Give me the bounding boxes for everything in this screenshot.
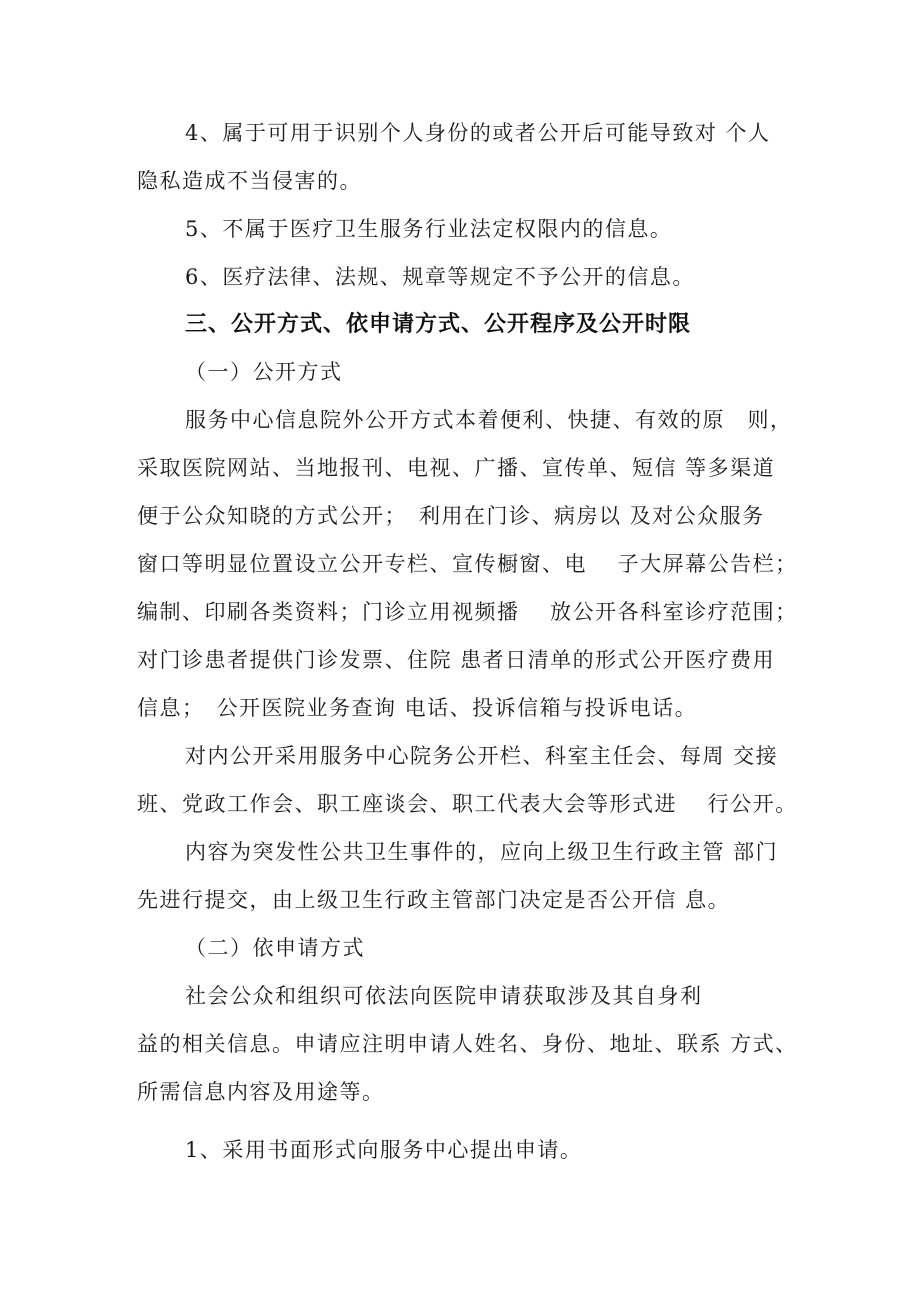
section-heading-3: 三、公开方式、依申请方式、公开程序及公开时限	[185, 312, 692, 337]
paragraph-external-line-7: 信息； 公开医院业务查询 电话、投诉信箱与投诉电话。	[137, 696, 698, 720]
list-item-6: 6、医疗法律、法规、规章等规定不予公开的信息。	[185, 265, 695, 289]
paragraph-application-line-2: 益的相关信息。申请应注明申请人姓名、身份、地址、联系 方式、	[137, 1032, 798, 1056]
paragraph-application-line-3: 所需信息内容及用途等。	[137, 1080, 385, 1104]
paragraph-external-line-2: 采取医院网站、当地报刊、电视、广播、宣传单、短信 等多渠道	[137, 456, 776, 480]
paragraph-external-line-3: 便于公众知晓的方式公开； 利用在门诊、病房以 及对公众服务	[137, 504, 765, 528]
list-item-4-line-2: 隐私造成不当侵害的。	[137, 169, 362, 193]
paragraph-application-line-1: 社会公众和组织可依法向医院申请获取涉及其自身利	[185, 984, 703, 1008]
list-item-4-line-1: 4、属于可用于识别个人身份的或者公开后可能导致对 个人	[185, 121, 771, 145]
subsection-heading-1: （一）公开方式	[185, 360, 343, 384]
paragraph-emergency-line-1: 内容为突发性公共卫生事件的，应向上级卫生行政主管 部门	[185, 840, 779, 864]
list-item-5: 5、不属于医疗卫生服务行业法定权限内的信息。	[185, 217, 673, 241]
list-item-application-1: 1、采用书面形式向服务中心提出申请。	[185, 1138, 583, 1162]
paragraph-external-line-1: 服务中心信息院外公开方式本着便利、快捷、有效的原 则，	[185, 408, 793, 432]
paragraph-internal-line-1: 对内公开采用服务中心院务公开栏、科室主任会、每周 交接	[185, 744, 779, 768]
paragraph-external-line-5: 编制、印刷各类资料；门诊立用视频播 放公开各科室诊疗范围；	[137, 600, 798, 624]
subsection-heading-2: （二）依申请方式	[185, 936, 365, 960]
paragraph-external-line-4: 窗口等明显位置设立公开专栏、宣传橱窗、电 子大屏幕公告栏；	[137, 552, 798, 576]
paragraph-internal-line-2: 班、党政工作会、职工座谈会、职工代表大会等形式进 行公开。	[137, 792, 798, 816]
paragraph-emergency-line-2: 先进行提交，由上级卫生行政主管部门决定是否公开信 息。	[137, 888, 731, 912]
paragraph-external-line-6: 对门诊患者提供门诊发票、住院 患者日清单的形式公开医疗费用	[137, 648, 776, 672]
